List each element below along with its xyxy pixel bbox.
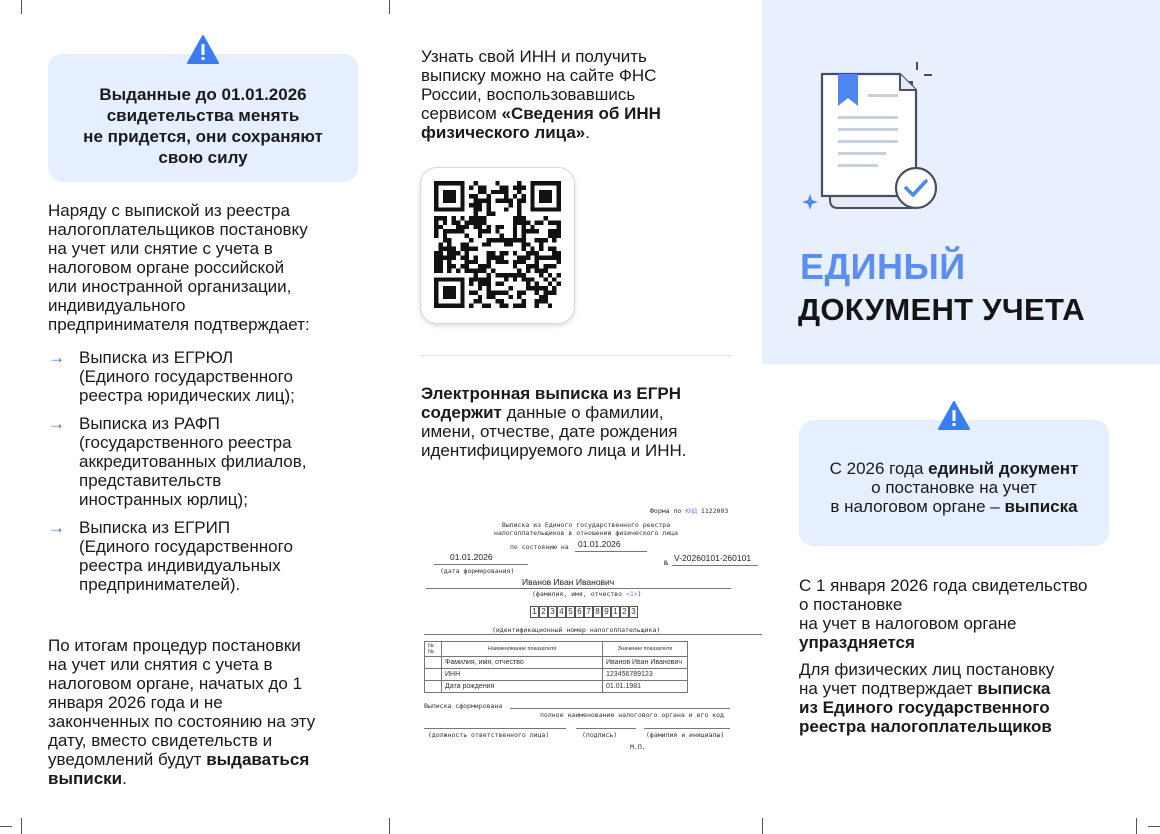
form-line: [644, 728, 730, 729]
form-line: [426, 588, 731, 589]
text-line: представительств: [79, 471, 222, 490]
text-line: Выписка из РАФП: [79, 414, 220, 433]
text-line: Электронная выписка из ЕГРН: [421, 384, 681, 403]
text-line: налоговом органе, начатых до 1: [48, 674, 303, 693]
form-line: [672, 565, 758, 566]
text-line: [799, 497, 1109, 516]
text-line: [421, 403, 751, 422]
individuals-paragraph: [799, 660, 1139, 736]
hero-title: ДОКУМЕНТ УЧЕТА: [798, 292, 1085, 327]
form-stamp: М.П.: [630, 743, 646, 751]
text-span: С 2026 года: [829, 459, 929, 478]
crop-mark: [21, 0, 22, 14]
text-line: о постановке на учет: [871, 478, 1037, 497]
form-caption: (подпись): [582, 731, 618, 739]
form-line: [424, 728, 566, 729]
form-code: [650, 507, 728, 515]
warning-line: Выданные до 01.01.2026: [99, 85, 307, 104]
text-line: налоговом органе российской: [48, 258, 285, 277]
warning-line: не придется, они сохраняют: [83, 127, 323, 146]
text-span: на учет подтверждает: [799, 679, 978, 698]
warning-triangle-icon: [186, 34, 220, 65]
form-table: [424, 641, 688, 693]
intro-paragraph: [48, 201, 378, 334]
text-span-bold: единый документ: [928, 459, 1079, 478]
text-span-bold: физического лица»: [421, 123, 586, 142]
text-line: (Единого государственного: [79, 367, 293, 386]
text-line: аккредитованных филиалов,: [79, 452, 307, 471]
table-row: [425, 642, 688, 657]
form-value: 01.01.2026: [450, 552, 493, 562]
text-line: предпринимателей).: [79, 575, 241, 594]
table-cell: Дата рождения: [442, 681, 603, 693]
text-span-bold: выписка: [1004, 497, 1078, 516]
document-list: [48, 348, 368, 594]
form-label: Выписка сформирована: [424, 702, 503, 710]
form-label: №: [664, 559, 668, 567]
text-line: [799, 459, 1109, 478]
form-title: Выписка из Единого государственного реестра: [501, 521, 671, 529]
text-line: Выписка из ЕГРИП: [79, 518, 231, 537]
text-span-bold: выдаваться: [206, 750, 310, 769]
inn-digit-box: 3: [629, 606, 638, 618]
inn-digit-box: 5: [566, 606, 575, 618]
list-item: [48, 518, 368, 594]
table-row: [425, 669, 688, 681]
form-line: [434, 564, 528, 565]
crop-mark: [1136, 818, 1137, 834]
warning-line: свою силу: [158, 148, 248, 167]
text-line: налогоплательщиков постановку: [48, 220, 308, 239]
text-line: реестра юридических лиц);: [79, 386, 295, 405]
text-span: .: [585, 123, 590, 142]
text-span: Форма по: [650, 507, 682, 515]
crop-mark: [0, 826, 12, 827]
inn-digit-box: 8: [593, 606, 602, 618]
crop-mark: [389, 818, 390, 834]
text-span: (фамилия, имя, отчество: [532, 590, 626, 598]
text-span-bold: выписки: [48, 769, 123, 788]
text-line: [48, 769, 378, 788]
form-value: Иванов Иван Иванович: [522, 577, 615, 587]
info-box-text: [799, 459, 1109, 516]
text-line: индивидуального: [48, 296, 186, 315]
form-caption: (дата формирования): [440, 567, 515, 575]
form-line: [576, 728, 636, 729]
text-span: <1>: [625, 590, 638, 598]
text-line: идентифицируемого лица и ИНН.: [421, 441, 687, 460]
text-line: Выписка из ЕГРЮЛ: [79, 348, 234, 367]
table-row: [425, 657, 688, 669]
crop-mark: [762, 818, 763, 834]
table-row: [425, 681, 688, 693]
form-value: 01.01.2026: [578, 539, 621, 549]
text-line: Узнать свой ИНН и получить: [421, 47, 647, 66]
text-span: .: [122, 769, 127, 788]
crop-mark: [1148, 826, 1160, 827]
text-line: законченных по состоянию на эту: [48, 712, 316, 731]
arrow-right-icon: →: [48, 348, 65, 367]
table-header: Наименование показателя: [442, 642, 603, 657]
list-item: [48, 414, 368, 509]
text-line: из Единого государственного: [799, 698, 1050, 717]
table-cell: [425, 669, 442, 681]
text-span-bold: выписка: [977, 679, 1051, 698]
document-illustration: [800, 60, 945, 220]
text-span: 1122003: [700, 507, 729, 515]
text-span: сервисом: [421, 104, 502, 123]
text-span: КНД: [685, 507, 697, 515]
check-circle-icon: [896, 168, 936, 208]
text-line: на учет или снятие с учета в: [48, 239, 273, 258]
form-line: [424, 634, 762, 635]
transition-paragraph: [48, 636, 378, 788]
text-line: Для физических лиц постановку: [799, 660, 1055, 679]
text-span: ): [637, 590, 642, 598]
table-cell: ИНН: [442, 669, 603, 681]
inn-digit-box: 3: [548, 606, 557, 618]
text-line: По итогам процедур постановки: [48, 636, 301, 655]
text-line: выписку можно на сайте ФНС: [421, 66, 657, 85]
text-line: С 1 января 2026 года свидетельство: [799, 576, 1088, 595]
sample-extract-form: [410, 500, 762, 760]
table-cell: [425, 657, 442, 669]
text-line: упраздняется: [799, 633, 915, 652]
form-title: налогоплательщиков в отношении физического лица: [494, 529, 678, 537]
inn-digit-box: 9: [602, 606, 611, 618]
form-label: по состоянию на: [510, 543, 569, 551]
table-cell: Фамилия, имя, отчество: [442, 657, 603, 669]
text-line: Наряду с выпиской из реестра: [48, 201, 290, 220]
table-cell: [425, 681, 442, 693]
text-line: или иностранной организации,: [48, 277, 292, 296]
text-line: января 2026 года и не: [48, 693, 223, 712]
inn-digit-box: 6: [575, 606, 584, 618]
table-cell: 01.01.1981: [603, 681, 688, 693]
text-line: (Единого государственного: [79, 537, 293, 556]
text-span-bold: «Сведения об ИНН: [501, 104, 661, 123]
warning-triangle-icon: [937, 400, 971, 431]
hero-title-accent: ЕДИНЫЙ: [800, 246, 966, 287]
list-item: [48, 348, 368, 405]
form-caption: (должность ответственного лица): [428, 731, 550, 739]
form-caption: (фамилия и инициалы): [646, 731, 725, 739]
inn-digit-box: 7: [584, 606, 593, 618]
text-span: уведомлений будут: [48, 750, 207, 769]
text-line: на учет в налоговом органе: [799, 614, 1017, 633]
text-line: имени, отчестве, дате рождения: [421, 422, 678, 441]
text-line: России, воспользовавшись: [421, 85, 636, 104]
crop-mark: [389, 0, 390, 14]
arrow-right-icon: →: [48, 518, 65, 537]
table-header: Значение показателя: [603, 642, 688, 657]
inn-digit-box: 2: [539, 606, 548, 618]
text-line: [421, 104, 741, 123]
crop-mark: [21, 818, 22, 834]
table-cell: Иванов Иван Иванович: [603, 657, 688, 669]
text-line: предпринимателя подтверждает:: [48, 315, 310, 334]
form-caption: (идентификационный номер налогоплательщика): [492, 626, 661, 634]
warning-line: свидетельства менять: [106, 106, 300, 125]
text-line: реестра налогоплательщиков: [799, 717, 1052, 736]
warning-text: [58, 84, 348, 168]
text-line: (государственного реестра: [79, 433, 292, 452]
form-caption: [532, 590, 642, 598]
text-line: [48, 750, 378, 769]
text-line: [421, 123, 741, 142]
qr-card[interactable]: [421, 168, 574, 323]
text-span: в налоговом органе –: [830, 497, 1005, 516]
text-span: данные о фамилии,: [501, 403, 664, 422]
qr-code-icon[interactable]: [434, 181, 561, 308]
inn-digit-box: 1: [611, 606, 620, 618]
table-cell: 123456789123: [603, 669, 688, 681]
text-line: на учет или снятия с учета в: [48, 655, 273, 674]
form-line: [510, 708, 730, 709]
inn-digit-box: 2: [620, 606, 629, 618]
abolition-paragraph: [799, 576, 1139, 652]
table-header: №№: [425, 642, 442, 657]
text-line: реестра индивидуальных: [79, 556, 281, 575]
inn-paragraph: [421, 47, 741, 142]
text-line: о постановке: [799, 595, 903, 614]
form-caption: полное наименование налогового органа и его код: [540, 711, 724, 719]
text-span-bold: содержит: [421, 403, 502, 422]
text-line: дату, вместо свидетельств и: [48, 731, 273, 750]
text-line: [799, 679, 1139, 698]
inn-digit-box: 4: [557, 606, 566, 618]
divider: [421, 355, 731, 356]
form-line: [575, 551, 647, 552]
form-value: V-20260101-260101: [674, 553, 752, 563]
inn-digit-box: 1: [530, 606, 539, 618]
text-line: иностранных юрлиц);: [79, 490, 248, 509]
egrn-paragraph: [421, 384, 751, 460]
arrow-right-icon: →: [48, 414, 65, 433]
